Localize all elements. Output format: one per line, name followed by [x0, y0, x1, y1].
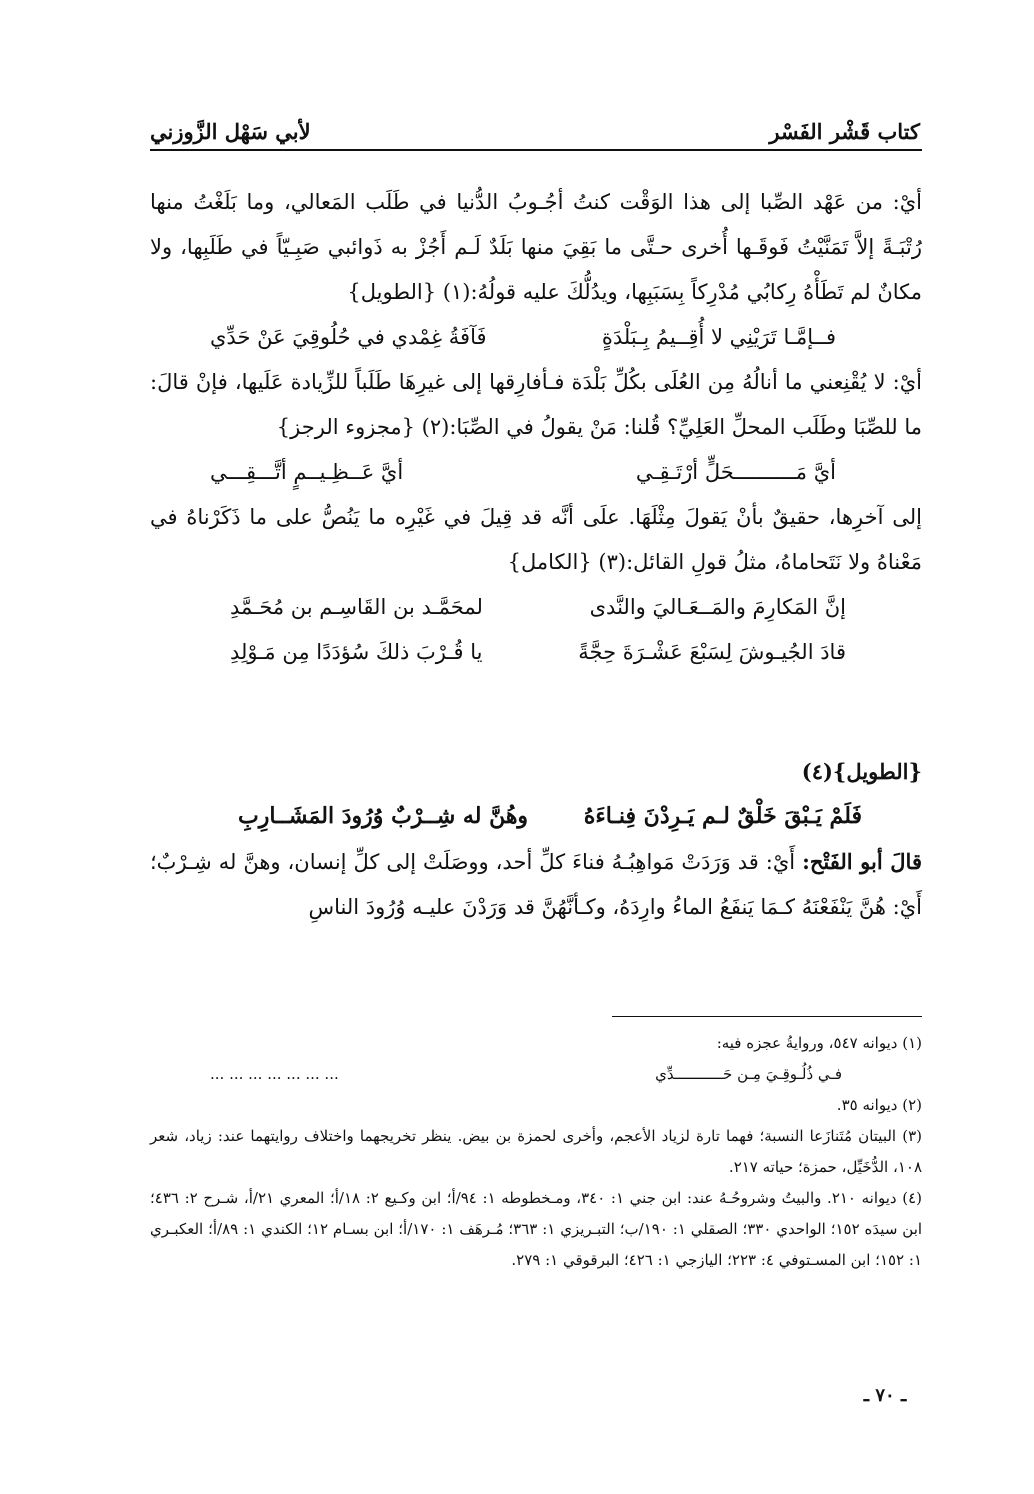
meter-tag: {الطويل}(٤)	[801, 759, 922, 784]
section-gap	[150, 675, 922, 749]
running-header	[150, 108, 920, 144]
verse-1-second-hemistich: فَآفَةُ غِمْدي في حُلُوقِيَ عَنْ حَدِّي	[210, 325, 487, 349]
page-number: ـ ٧٠ ـ	[863, 1385, 907, 1406]
verse-2	[150, 450, 922, 495]
verse-3	[150, 585, 922, 630]
verse-4	[150, 630, 922, 675]
footnote-1-verse	[150, 1059, 922, 1090]
book-title: كتاب قَشْر الفَسْر	[769, 119, 920, 144]
verse-5-second-hemistich: وهُنَّ له شِــرْبٌ وُرُودَ المَشَــارِبِ	[238, 803, 529, 829]
verse-2-second-hemistich: أيَّ عَــظِـيــمٍ أتَّـــقِـــي	[210, 460, 404, 484]
footnote-3: (٣) البيتان مُتَنازَعا النسبة؛ فهما تارة لزياد الأعجم، وأخرى لحمزة بن بيض. ينظر تخريجهما واختلاف روايتهما عند: زياد، شعر ١٠٨، الدُّخَيِّل، حمزة؛ حياته ٢١٧.	[150, 1127, 922, 1176]
verse-5	[150, 794, 922, 839]
commentator-label: قالَ أبو الفَتْح:	[802, 849, 922, 874]
footnote-4: (٤) ديوانه ٢١٠. والبيتُ وشروحُـهُ عند: ابن جني ١: ٣٤٠، ومـخطوطه ١: ٩٤/أ؛ ابن وكـيع ٢: ١٨/أ؛ المعري ٢١/أ، شـرح ٢: ٤٣٦؛ ابن سيدَه ١٥٢؛ الواحدي ٣٣٠؛ الصقلي ١: ١٩٠/ب؛ التبـريزي ١: ٣٦٣؛ مُـرهَف ١: ١٧٠/أ؛ ابن بسـام ١٢؛ الكندي ١: ٨٩/أ؛ العكبـري ١: ١٥٢؛ ابن المسـتوفي ٤: ٢٢٣؛ اليازجي ١: ٤٢٦؛ البرقوقي ١: ٢٧٩.	[150, 1189, 923, 1269]
verse-4-first-hemistich: قادَ الجُيـوشَ لِسَبْعَ عَشْـرَةَ حِجَّةً	[578, 640, 846, 664]
verse-2-first-hemistich: أيَّ مَــــــــــحَلٍّ أرْتَـقِـي	[635, 460, 836, 484]
header-rule	[150, 149, 922, 151]
footnote-rule	[612, 1016, 922, 1017]
footnote-1-verse-dots: ... ... ... ... ... ... ...	[210, 1065, 339, 1083]
paragraph-1: أيْ: من عَهْد الصِّبا إلى هذا الوَقْت كنتُ أجُـوبُ الدُّنيا في طَلَب المَعالي، وما بَلَغْتُ منها رُتْبَـةً إلاَّ تَمَنَّيْتُ فَوقَـها أُخرى حـتَّى ما بَقِيَ منها بَلَدٌ لَـم أَجُزْ به ذَوائبي صَبِـيّاً في طَلَبِها، ولا مكانٌ لم تَطَأْهُ رِكابُي مُدْرِكاً بِسَبَبِها، ويدُلُّكَ عليه قولُهُ:(١) {الطويل}	[150, 190, 922, 304]
footnotes	[150, 1028, 922, 1276]
verse-5-first-hemistich: فَلَمْ يَـبْقَ خَلْقٌ لـم يَـرِدْنَ فِنـاءَهُ	[583, 803, 862, 829]
verse-1	[150, 315, 922, 360]
verse-3-first-hemistich: إنَّ المَكارِمَ والمَــعَـاليَ والنَّدى	[589, 595, 846, 619]
footnote-1: (١) ديوانه ٥٤٧، وروايةُ عجزه فيه:	[716, 1034, 922, 1052]
footnote-2: (٢) ديوانه ٣٥.	[836, 1096, 922, 1114]
main-text	[150, 180, 922, 930]
verse-4-second-hemistich: يا قُـرْبَ ذلكَ سُؤدَدًا مِن مَـوْلِدِ	[230, 640, 483, 664]
author-name: لأبي سَهْل الزَّوزني	[150, 119, 311, 144]
verse-3-second-hemistich: لمحَمَّـد بن القَاسِـم بن مُحَـمَّدِ	[230, 595, 483, 619]
paragraph-4-text: أَيْ: قد وَرَدَتْ مَواهِبُـهُ فناءَ كلِّ أحد، ووصَلَتْ إلى كلِّ إنسان، وهنَّ له شِـرْبٌ؛ أَيْ: هُنَّ يَنْفَعْنَهُ كـمَا يَنفَعُ الماءُ وارِدَهُ، وكـأنَّهُنَّ قد وَرَدْنَ عليـه وُرُودَ الناسِ	[150, 850, 922, 919]
paragraph-4	[150, 839, 922, 930]
paragraph-2: أيْ: لا يُقْنِعني ما أنالُهُ مِن العُلَى بكُلِّ بَلْدَة فـأفارِقها إلى غيرِهَا طَلَباً للزِّيادة عَلَيها، فإنْ قالَ: ما للصِّبَا وطَلَب المحلِّ العَلِيِّ؟ قُلنا: مَنْ يقولُ في الصِّبَا:(٢) {مجزوء الرجز}	[150, 370, 922, 439]
verse-1-first-hemistich: فــإمَّـا تَرَيْنِي لا أُقِــيمُ بِـبَلْدَةٍ	[601, 325, 836, 349]
paragraph-3: إلى آخرِها، حقيقٌ بأنْ يَقولَ مِثْلَهَا. علَى أنَّه قد قِيلَ في غَيْرِه ما يَنُصُّ على ما ذَكَرْناهُ في مَعْناهُ ولا نَتَحاماهُ، مثلُ قولِ القائل:(٣) {الكامل}	[150, 505, 922, 574]
footnote-1-verse-text: فـي ذُلُـوقِـيَ مِـن حَـــــــــــدِّي	[655, 1065, 842, 1083]
